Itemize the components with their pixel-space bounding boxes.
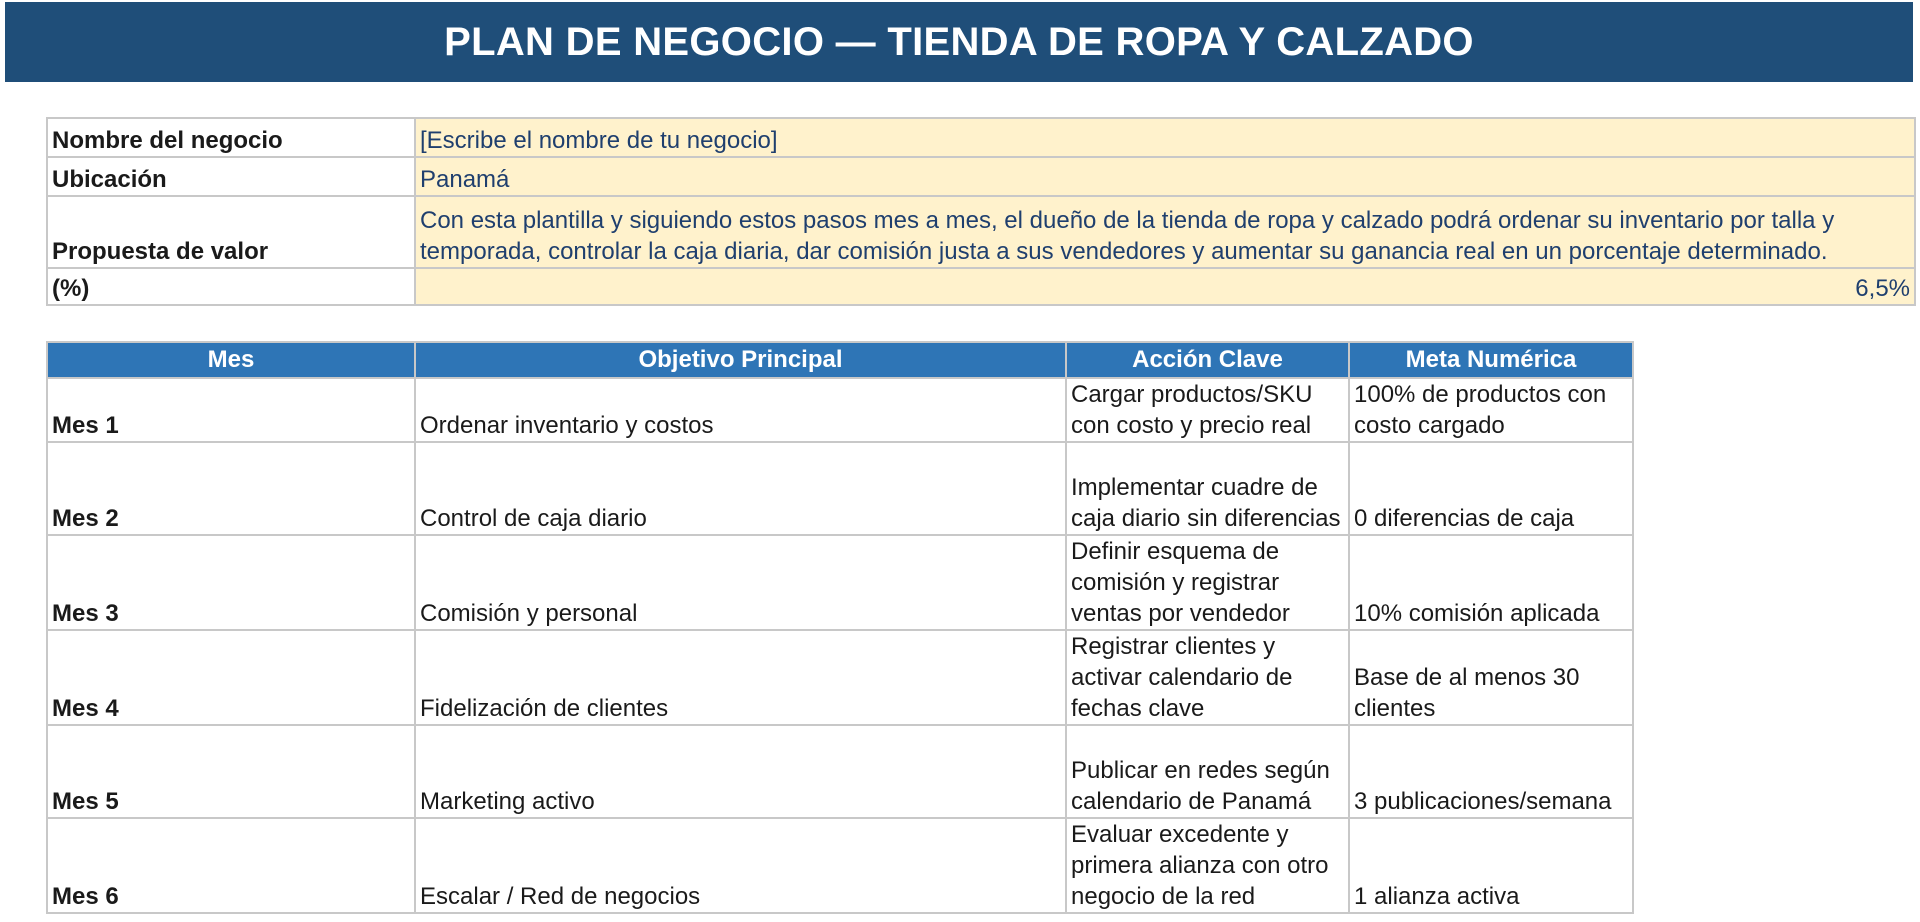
objetivo-cell[interactable]: Escalar / Red de negocios	[415, 818, 1066, 913]
location-cell[interactable]: Panamá	[415, 157, 1915, 196]
info-row-location	[47, 157, 1915, 196]
column-header-accion: Acción Clave	[1066, 342, 1349, 378]
percentage-cell[interactable]: 6,5%	[415, 268, 1915, 305]
accion-cell[interactable]: Evaluar excedente y primera alianza con otro negocio de la red	[1066, 818, 1349, 913]
plan-row	[47, 442, 1633, 535]
column-header-mes: Mes	[47, 342, 415, 378]
accion-cell[interactable]: Publicar en redes según calendario de Panamá	[1066, 725, 1349, 818]
info-label: Propuesta de valor	[47, 196, 415, 268]
objetivo-cell[interactable]: Control de caja diario	[415, 442, 1066, 535]
accion-cell[interactable]: Registrar clientes y activar calendario de fechas clave	[1066, 630, 1349, 725]
accion-cell[interactable]: Implementar cuadre de caja diario sin diferencias	[1066, 442, 1349, 535]
info-label: Nombre del negocio	[47, 118, 415, 157]
mes-cell: Mes 6	[47, 818, 415, 913]
info-label: (%)	[47, 268, 415, 305]
meta-cell[interactable]: 1 alianza activa	[1349, 818, 1633, 913]
objetivo-cell[interactable]: Fidelización de clientes	[415, 630, 1066, 725]
plan-row	[47, 378, 1633, 442]
value-proposition-cell[interactable]: Con esta plantilla y siguiendo estos pasos mes a mes, el dueño de la tienda de ropa y calzado podrá ordenar su inventario por talla y temporada, controlar la caja diaria, dar comisión justa a sus vendedores y aumentar su ganancia real en un porcentaje determinado.	[415, 196, 1915, 268]
info-row-value-proposition	[47, 196, 1915, 268]
mes-cell: Mes 1	[47, 378, 415, 442]
mes-cell: Mes 5	[47, 725, 415, 818]
meta-cell[interactable]: Base de al menos 30 clientes	[1349, 630, 1633, 725]
accion-cell[interactable]: Definir esquema de comisión y registrar ventas por vendedor	[1066, 535, 1349, 630]
monthly-plan-table	[46, 341, 1634, 914]
objetivo-cell[interactable]: Marketing activo	[415, 725, 1066, 818]
mes-cell: Mes 4	[47, 630, 415, 725]
plan-header-row	[47, 342, 1633, 378]
meta-cell[interactable]: 10% comisión aplicada	[1349, 535, 1633, 630]
accion-cell[interactable]: Cargar productos/SKU con costo y precio real	[1066, 378, 1349, 442]
info-row-business-name	[47, 118, 1915, 157]
business-info-table	[46, 117, 1916, 306]
meta-cell[interactable]: 3 publicaciones/semana	[1349, 725, 1633, 818]
objetivo-cell[interactable]: Ordenar inventario y costos	[415, 378, 1066, 442]
column-header-meta: Meta Numérica	[1349, 342, 1633, 378]
plan-row	[47, 535, 1633, 630]
meta-cell[interactable]: 0 diferencias de caja	[1349, 442, 1633, 535]
mes-cell: Mes 3	[47, 535, 415, 630]
meta-cell[interactable]: 100% de productos con costo cargado	[1349, 378, 1633, 442]
business-name-cell[interactable]: [Escribe el nombre de tu negocio]	[415, 118, 1915, 157]
plan-row	[47, 630, 1633, 725]
info-label: Ubicación	[47, 157, 415, 196]
info-row-percentage	[47, 268, 1915, 305]
mes-cell: Mes 2	[47, 442, 415, 535]
column-header-objetivo: Objetivo Principal	[415, 342, 1066, 378]
plan-row	[47, 818, 1633, 913]
objetivo-cell[interactable]: Comisión y personal	[415, 535, 1066, 630]
page-title: PLAN DE NEGOCIO — TIENDA DE ROPA Y CALZADO	[5, 2, 1913, 82]
plan-row	[47, 725, 1633, 818]
